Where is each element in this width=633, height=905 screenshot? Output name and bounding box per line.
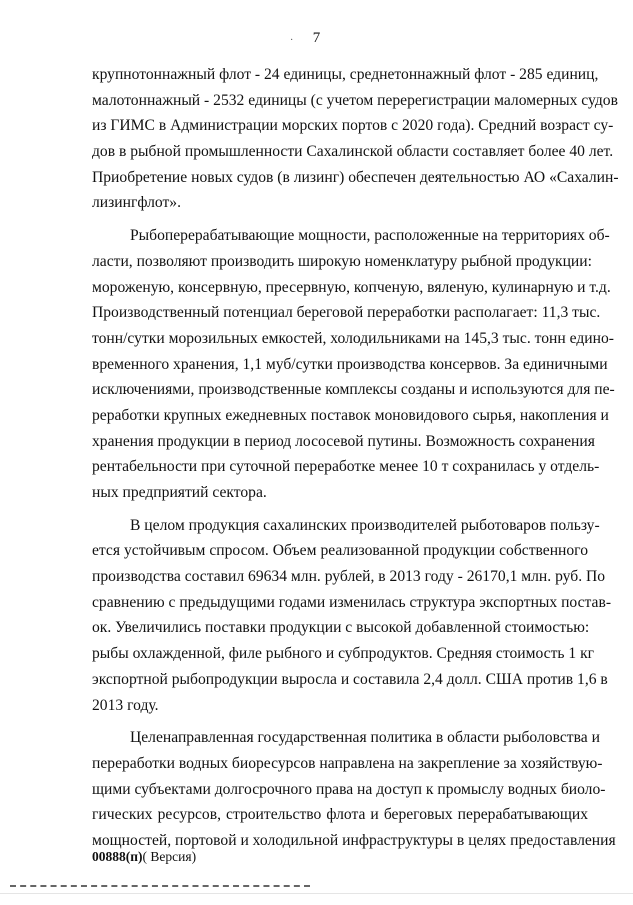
text-line: мощностей, портовой и холодильной инфраструктуры в целях предоставления <box>92 831 616 849</box>
text-line: Рыбоперерабатывающие мощности, расположенные на территориях об- <box>130 227 610 245</box>
text-line: Приобретение новых судов (в лизинг) обеспечен деятельностью АО «Сахалин- <box>92 168 619 186</box>
text-line: исключениями, производственные комплексы созданы и используются для пе- <box>92 381 615 399</box>
text-line: 2013 году. <box>92 696 159 714</box>
document-version: ( Версия) <box>142 849 197 864</box>
text-line: производства составил 69634 млн. рублей, в 2013 году - 26170,1 млн. руб. По <box>92 568 606 586</box>
text-line: малотоннажный - 2532 единицы (с учетом перерегистрации маломерных судов <box>92 91 618 109</box>
paragraph <box>92 513 612 719</box>
text-line: хранения продукции в период лососевой путины. Возможность сохранения <box>92 432 595 450</box>
paragraph-gap <box>92 216 588 223</box>
text-line: рентабельности при суточной переработке менее 10 т сохранилась у отдель- <box>92 458 600 476</box>
text-line: сравнению с предыдущими годами изменилась структура экспортных постав- <box>92 593 612 611</box>
scan-edge-artifact <box>10 885 310 889</box>
text-line: ок. Увеличились поставки продукции с высокой добавленной стоимостью: <box>92 619 590 637</box>
text-line: реработки крупных ежедневных поставок моновидового сырья, накопления и <box>92 406 609 424</box>
text-line: гических ресурсов, строительство флота и береговых перерабатывающих <box>92 806 588 824</box>
text-line: мороженую, консервную, пресервную, копченую, вяленую, кулинарную и т.д. <box>92 278 611 296</box>
paragraph-gap <box>92 506 588 513</box>
text-line: рыбы охлажденной, филе рыбного и субпродуктов. Средняя стоимость 1 кг <box>92 645 595 663</box>
document-footer <box>92 849 196 865</box>
text-line: дов в рыбной промышленности Сахалинской области составляет более 40 лет. <box>92 143 614 161</box>
text-line: лизингфлот». <box>92 194 181 212</box>
text-line: экспортной рыбопродукции выросла и составила 2,4 долл. США против 1,6 в <box>92 670 608 688</box>
paragraph-gap <box>92 718 588 725</box>
text-line: крупнотоннажный флот - 24 единицы, среднетоннажный флот - 285 единиц, <box>92 66 599 83</box>
page-number: 7 <box>312 30 321 46</box>
scan-speck: · <box>290 35 294 46</box>
text-line: Целенаправленная государственная политика в области рыболовства и <box>130 729 600 747</box>
paragraph <box>92 223 615 506</box>
document-id: 00888(п) <box>92 849 143 864</box>
text-line: переработки водных биоресурсов направлена на закрепление за хозяйствую- <box>92 754 603 772</box>
text-line: ных предприятий сектора. <box>92 484 267 501</box>
text-line: Производственный потенциал береговой переработки располагает: 11,3 тыс. <box>92 304 601 322</box>
text-line: ется устойчивым спросом. Объем реализованной продукции собственного <box>92 542 588 560</box>
text-line: временного хранения, 1,1 муб/сутки производства консервов. За единичными <box>92 355 608 373</box>
text-line: ласти, позволяют производить широкую номенклатуру рыбной продукции: <box>92 252 592 270</box>
document-body <box>92 62 619 854</box>
paragraph <box>92 62 619 216</box>
text-line: В целом продукция сахалинских производителей рыботоваров пользу- <box>130 516 600 534</box>
text-line: из ГИМС в Администрации морских портов с 2020 года). Средний возраст су- <box>92 117 614 135</box>
text-line: щими субъектами долгосрочного права на доступ к промыслу водных биоло- <box>92 780 606 798</box>
scan-edge-shadow <box>0 893 633 894</box>
paragraph <box>92 725 616 853</box>
text-line: тонн/сутки морозильных емкостей, холодильниками на 145,3 тыс. тонн едино- <box>92 329 614 347</box>
